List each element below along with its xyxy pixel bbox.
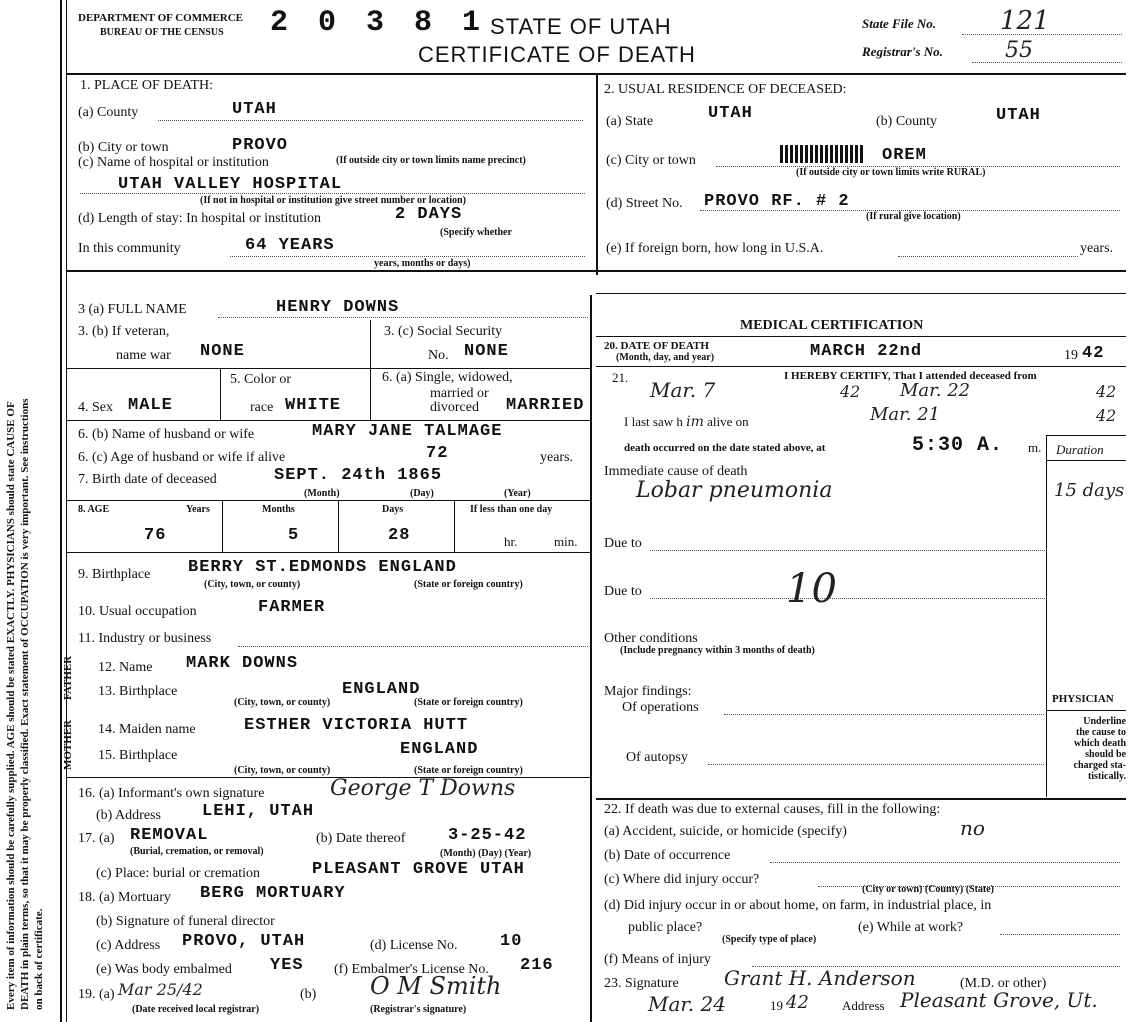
- attended-to: Mar. 22: [900, 380, 971, 401]
- state-title: STATE OF UTAH: [490, 14, 672, 39]
- father-name-label: 12. Name: [98, 660, 153, 675]
- ss-no-label: No.: [428, 348, 449, 363]
- street-label: (d) Street No.: [606, 196, 683, 211]
- mortuary-address: PROVO, UTAH: [182, 932, 306, 951]
- death-date: MARCH 22nd: [810, 342, 923, 361]
- left-border: [60, 0, 62, 1022]
- res-state: UTAH: [708, 104, 753, 123]
- md-label: (M.D. or other): [960, 976, 1047, 991]
- mother-bp-label: 15. Birthplace: [98, 748, 178, 763]
- mother-name-label: 14. Maiden name: [98, 722, 196, 737]
- color-label: 5. Color or: [230, 372, 292, 387]
- father-bp: ENGLAND: [342, 680, 421, 699]
- medical-heading: MEDICAL CERTIFICATION: [740, 318, 924, 333]
- bureau-label: BUREAU OF THE CENSUS: [100, 27, 224, 38]
- birth-date: SEPT. 24th 1865: [274, 466, 443, 485]
- sex-value: MALE: [128, 396, 173, 415]
- struck-out-text: [780, 145, 865, 163]
- marital-label-3: divorced: [430, 400, 479, 415]
- stay-value: 2 DAYS: [395, 205, 463, 224]
- where-label: (c) Where did injury occur?: [604, 872, 760, 887]
- top-center-divider: [596, 75, 598, 275]
- received-date: Mar 25/42: [118, 980, 203, 999]
- month-note: (Month): [304, 488, 340, 499]
- license-label: (d) License No.: [370, 938, 458, 953]
- street-note: (If rural give location): [866, 211, 961, 222]
- informant-sig-label: 16. (a) Informant's own signature: [78, 786, 265, 801]
- res-city-label: (c) City or town: [606, 153, 696, 168]
- stay-label: (d) Length of stay: In hospital or institution: [78, 211, 322, 226]
- min-label: min.: [554, 534, 578, 549]
- immediate-duration: 15 days: [1054, 480, 1125, 501]
- embalmer-label: (f) Embalmer's License No.: [334, 962, 489, 977]
- work-label: (e) While at work?: [858, 920, 964, 935]
- death-year: 42: [1082, 344, 1105, 363]
- residence-divider: [596, 270, 1126, 272]
- hospital-note-2: (If not in hospital or institution give street number or location): [200, 195, 466, 206]
- mother-name: ESTHER VICTORIA HUTT: [244, 716, 469, 735]
- burial-value: REMOVAL: [130, 826, 209, 845]
- years-col-label: Years: [186, 504, 210, 515]
- other-conditions-label: Other conditions: [604, 631, 698, 646]
- dept-label: DEPARTMENT OF COMMERCE: [78, 12, 244, 24]
- industry-label: 11. Industry or business: [78, 631, 212, 646]
- attended-from: Mar. 7: [650, 378, 716, 402]
- mother-city-note: (City, town, or county): [234, 765, 331, 776]
- home-label: (d) Did injury occur in or about home, on farm, in industrial place, in: [604, 898, 992, 913]
- registrar-signature: O M Smith: [370, 972, 502, 1000]
- physician-address: Pleasant Grove, Ut.: [900, 988, 1098, 1012]
- sign-date: Mar. 24: [648, 992, 726, 1016]
- spouse-years: years.: [540, 450, 574, 465]
- underline-note: Underline the cause to which death should be charged sta- tistically.: [1073, 716, 1126, 782]
- last-seen-year: 42: [1096, 406, 1117, 425]
- left-border-inner: [66, 0, 67, 1022]
- duration-divider: [1046, 435, 1047, 797]
- registrar-number: 55: [1005, 38, 1033, 63]
- months-col-label: Months: [262, 504, 295, 515]
- community-value: 64 YEARS: [245, 236, 335, 255]
- means-label: (f) Means of injury: [604, 952, 711, 967]
- m-suffix: m.: [1028, 440, 1042, 455]
- city-label: (b) City or town: [78, 140, 169, 155]
- other-conditions-note: (Include pregnancy within 3 months of death): [620, 645, 815, 656]
- medical-bottom: [596, 798, 1126, 800]
- hospital-label: (c) Name of hospital or institution: [78, 155, 269, 170]
- death-date-note: (Month, day, and year): [616, 352, 715, 363]
- certificate-title: CERTIFICATE OF DEATH: [418, 42, 696, 67]
- state-country-note: (State or foreign country): [414, 579, 523, 590]
- year-note: (Year): [504, 488, 531, 499]
- registrar-label: Registrar's No.: [862, 44, 943, 59]
- operations-label: Of operations: [622, 700, 699, 715]
- attended-to-year: 42: [1096, 382, 1117, 401]
- mdy-note: (Month) (Day) (Year): [440, 848, 532, 859]
- death-time: 5:30 A.: [912, 434, 1004, 457]
- burial-place-label: (c) Place: burial or cremation: [96, 866, 261, 881]
- mother-bp: ENGLAND: [400, 740, 479, 759]
- occurred-label: death occurred on the date stated above, at: [624, 442, 826, 454]
- father-state-note: (State or foreign country): [414, 697, 523, 708]
- day-note: (Day): [410, 488, 434, 499]
- death-city: PROVO: [232, 136, 289, 155]
- marital-label-2: married or: [430, 386, 489, 401]
- veteran-label: 3. (b) If veteran,: [78, 324, 170, 339]
- mother-state-note: (State or foreign country): [414, 765, 523, 776]
- father-side-label: FATHER: [62, 655, 74, 700]
- sidebar-line-2: DEATH in plain terms, so that it may be properly classified. Exact statement of OCCUPATION is very important. See instructions: [19, 398, 31, 1010]
- father-bp-label: 13. Birthplace: [98, 684, 178, 699]
- hr-label: hr.: [504, 534, 518, 549]
- days-col-label: Days: [382, 504, 404, 515]
- death-year-pre: 19: [1064, 348, 1078, 363]
- birth-label: 7. Birth date of deceased: [78, 472, 217, 487]
- where-note: (City or town) (County) (State): [862, 884, 995, 895]
- occupation-label: 10. Usual occupation: [78, 604, 197, 619]
- age-months: 5: [288, 526, 300, 545]
- ss-label: 3. (c) Social Security: [384, 324, 503, 339]
- burial-label: 17. (a): [78, 831, 115, 846]
- mortuary-value: BERG MORTUARY: [200, 884, 346, 903]
- physician-address-label: Address: [842, 998, 885, 1013]
- date-thereof-label: (b) Date thereof: [316, 831, 406, 846]
- burial-note: (Burial, cremation, or removal): [130, 846, 264, 857]
- seen-label: I last saw h im alive on: [624, 414, 749, 430]
- ss-value: NONE: [464, 342, 509, 361]
- city-county-note: (City, town, or county): [204, 579, 301, 590]
- received-b-label: (b): [300, 987, 317, 1002]
- mortuary-address-label: (c) Address: [96, 938, 161, 953]
- immediate-cause: Lobar pneumonia: [636, 478, 833, 503]
- cause-code: 10: [786, 566, 837, 612]
- certificate-stamp-number: 2 0 3 8 1: [270, 6, 487, 40]
- physician-signature: Grant H. Anderson: [724, 966, 916, 990]
- sidebar-line-1: Every item of information should be carefully supplied. AGE should be stated EXACTLY. PHYSICIANS should state CAUSE OF: [5, 401, 17, 1010]
- spouse-age-label: 6. (c) Age of husband or wife if alive: [78, 450, 286, 465]
- informant-signature: George T Downs: [330, 776, 516, 801]
- death-date-label: 20. DATE OF DEATH: [604, 340, 709, 352]
- state-file-label: State File No.: [862, 16, 937, 31]
- mother-side-label: MOTHER: [62, 719, 74, 770]
- physician-label: PHYSICIAN: [1052, 693, 1114, 705]
- res-city: OREM: [882, 146, 927, 165]
- sign-year-pre: 19: [770, 998, 783, 1013]
- immediate-cause-label: Immediate cause of death: [604, 464, 748, 479]
- center-divider: [590, 295, 592, 1022]
- birthplace-value: BERRY ST.EDMONDS ENGLAND: [188, 558, 457, 577]
- license-value: 10: [500, 932, 523, 951]
- director-label: (b) Signature of funeral director: [96, 914, 275, 929]
- death-county: UTAH: [232, 100, 277, 119]
- informant-address-label: (b) Address: [96, 808, 161, 823]
- war-label: name war: [116, 348, 171, 363]
- war-value: NONE: [200, 342, 245, 361]
- mortuary-label: 18. (a) Mortuary: [78, 890, 171, 905]
- external-heading: 22. If death was due to external causes, fill in the following:: [604, 802, 941, 817]
- major-findings-label: Major findings:: [604, 684, 692, 699]
- medical-top: [596, 293, 1126, 294]
- signature-label: 23. Signature: [604, 976, 679, 991]
- res-county: UTAH: [996, 106, 1041, 125]
- years-suffix: years.: [1080, 241, 1114, 256]
- burial-place: PLEASANT GROVE UTAH: [312, 860, 525, 879]
- lt-day-label: If less than one day: [470, 504, 553, 515]
- foreign-label: (e) If foreign born, how long in U.S.A.: [606, 241, 824, 256]
- accident-label: (a) Accident, suicide, or homicide (specify): [604, 824, 847, 839]
- item-21: 21.: [612, 370, 629, 385]
- race-label: race: [250, 400, 274, 415]
- received-label: 19. (a): [78, 987, 115, 1002]
- spouse-name: MARY JANE TALMAGE: [312, 422, 503, 441]
- occurrence-label: (b) Date of occurrence: [604, 848, 731, 863]
- residence-heading: 2. USUAL RESIDENCE OF DECEASED:: [604, 82, 847, 97]
- specify-note: (Specify whether: [440, 227, 512, 238]
- last-seen: Mar. 21: [870, 404, 941, 425]
- sidebar-instructions: [4, 399, 46, 1010]
- accident-value: no: [960, 816, 985, 840]
- due-to-2: Due to: [604, 584, 642, 599]
- public-note: (Specify type of place): [722, 934, 817, 945]
- ymd-note: years, months or days): [374, 258, 471, 269]
- due-to-1: Due to: [604, 536, 642, 551]
- res-county-label: (b) County: [876, 114, 938, 129]
- county-label: (a) County: [78, 105, 139, 120]
- birthplace-label: 9. Birthplace: [78, 567, 151, 582]
- race-value: WHITE: [285, 396, 342, 415]
- date-thereof: 3-25-42: [448, 826, 527, 845]
- duration-top: [1046, 435, 1126, 436]
- father-name: MARK DOWNS: [186, 654, 299, 673]
- hospital-note: (If outside city or town limits name precinct): [336, 155, 526, 166]
- embalmed-value: YES: [270, 956, 304, 975]
- sidebar-line-3: on back of certificate.: [33, 908, 45, 1010]
- sex-label: 4. Sex: [78, 400, 113, 415]
- spouse-label: 6. (b) Name of husband or wife: [78, 427, 255, 442]
- community-label: In this community: [78, 241, 181, 256]
- place-divider: [66, 270, 596, 272]
- hospital-name: UTAH VALLEY HOSPITAL: [118, 175, 343, 194]
- public-label: public place?: [628, 920, 703, 935]
- state-file-number: 121: [1000, 6, 1050, 36]
- res-city-note: (If outside city or town limits write RURAL): [796, 167, 986, 178]
- informant-address: LEHI, UTAH: [202, 802, 315, 821]
- autopsy-label: Of autopsy: [626, 750, 688, 765]
- age-label: 8. AGE: [78, 504, 110, 515]
- marital-value: MARRIED: [506, 396, 585, 415]
- age-years: 76: [144, 526, 167, 545]
- res-state-label: (a) State: [606, 114, 654, 129]
- occupation-value: FARMER: [258, 598, 326, 617]
- embalmer-value: 216: [520, 956, 554, 975]
- received-note: (Date received local registrar): [132, 1004, 260, 1015]
- full-name: HENRY DOWNS: [276, 298, 400, 317]
- father-city-note: (City, town, or county): [234, 697, 331, 708]
- spouse-age: 72: [426, 444, 449, 463]
- age-days: 28: [388, 526, 411, 545]
- duration-label: Duration: [1056, 442, 1104, 457]
- full-name-label: 3 (a) FULL NAME: [78, 302, 187, 317]
- attended-from-year: 42: [840, 382, 861, 401]
- sign-year: 42: [786, 992, 809, 1013]
- certify-text: I HEREBY CERTIFY, That I attended deceased from: [784, 370, 1037, 382]
- embalmed-label: (e) Was body embalmed: [96, 962, 232, 977]
- marital-label: 6. (a) Single, widowed,: [382, 370, 513, 385]
- registrar-sig-note: (Registrar's signature): [370, 1004, 467, 1015]
- street-value: PROVO RF. # 2: [704, 192, 850, 211]
- place-heading: 1. PLACE OF DEATH:: [80, 78, 214, 93]
